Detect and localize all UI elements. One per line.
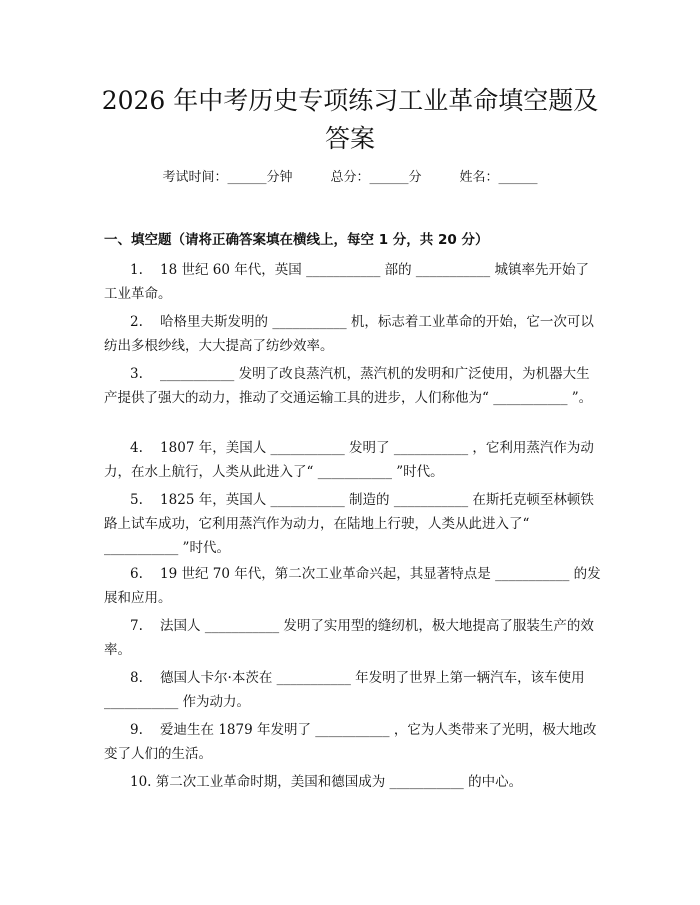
question-8: 8. 德国人卡尔·本茨在 ___________ 年发明了世界上第一辆汽车，该车使用 ___________ 作为动力。	[104, 670, 589, 710]
total-score-field: 总分：______分	[330, 170, 422, 185]
question-9: 9. 爱迪生在 1879 年发明了 ___________ ，它为人类带来了光明，极大地改变了人们的生活。	[104, 722, 597, 762]
question-4: 4. 1807 年，美国人 ___________ 发明了 ___________ ，它利用蒸汽作为动力，在水上航行，人类从此进入了“ ___________ ”时代。	[104, 440, 594, 480]
exam-time-field: 考试时间：______分钟	[162, 170, 293, 185]
question-10: 10. 第二次工业革命时期，美国和德国成为 ___________ 的中心。	[130, 774, 523, 790]
question-2: 2. 哈格里夫斯发明的 ___________ 机，标志着工业革命的开始，它一次可以纺出多根纱线，大大提高了纺纱效率。	[104, 314, 594, 354]
page-title: 2026 年中考历史专项练习工业革命填空题及答案	[101, 86, 599, 153]
question-6: 6. 19 世纪 70 年代，第二次工业革命兴起，其显著特点是 ___________ 的发展和应用。	[104, 566, 601, 606]
question-3: 3. ___________ 发明了改良蒸汽机，蒸汽机的发明和广泛使用，为机器大生产提供了强大的动力，推动了交通运输工具的进步，人们称他为“ ___________ ”。	[104, 366, 593, 406]
question-1: 1. 18 世纪 60 年代，英国 ___________ 部的 ___________ 城镇率先开始了工业革命。	[104, 262, 589, 302]
question-7: 7. 法国人 ___________ 发明了实用型的缝纫机，极大地提高了服装生产的效率。	[104, 618, 594, 658]
section-heading: 一、填空题（请将正确答案填在横线上，每空 1 分，共 20 分）	[104, 232, 489, 248]
student-name-field: 姓名：______	[459, 170, 538, 185]
question-5: 5. 1825 年，英国人 ___________ 制造的 ___________ 在斯托克顿至林顿铁路上试车成功，它利用蒸汽作为动力，在陆地上行驶，人类从此进入了“ ___________ ”时代。	[104, 492, 594, 556]
exam-info-line	[0, 168, 700, 188]
